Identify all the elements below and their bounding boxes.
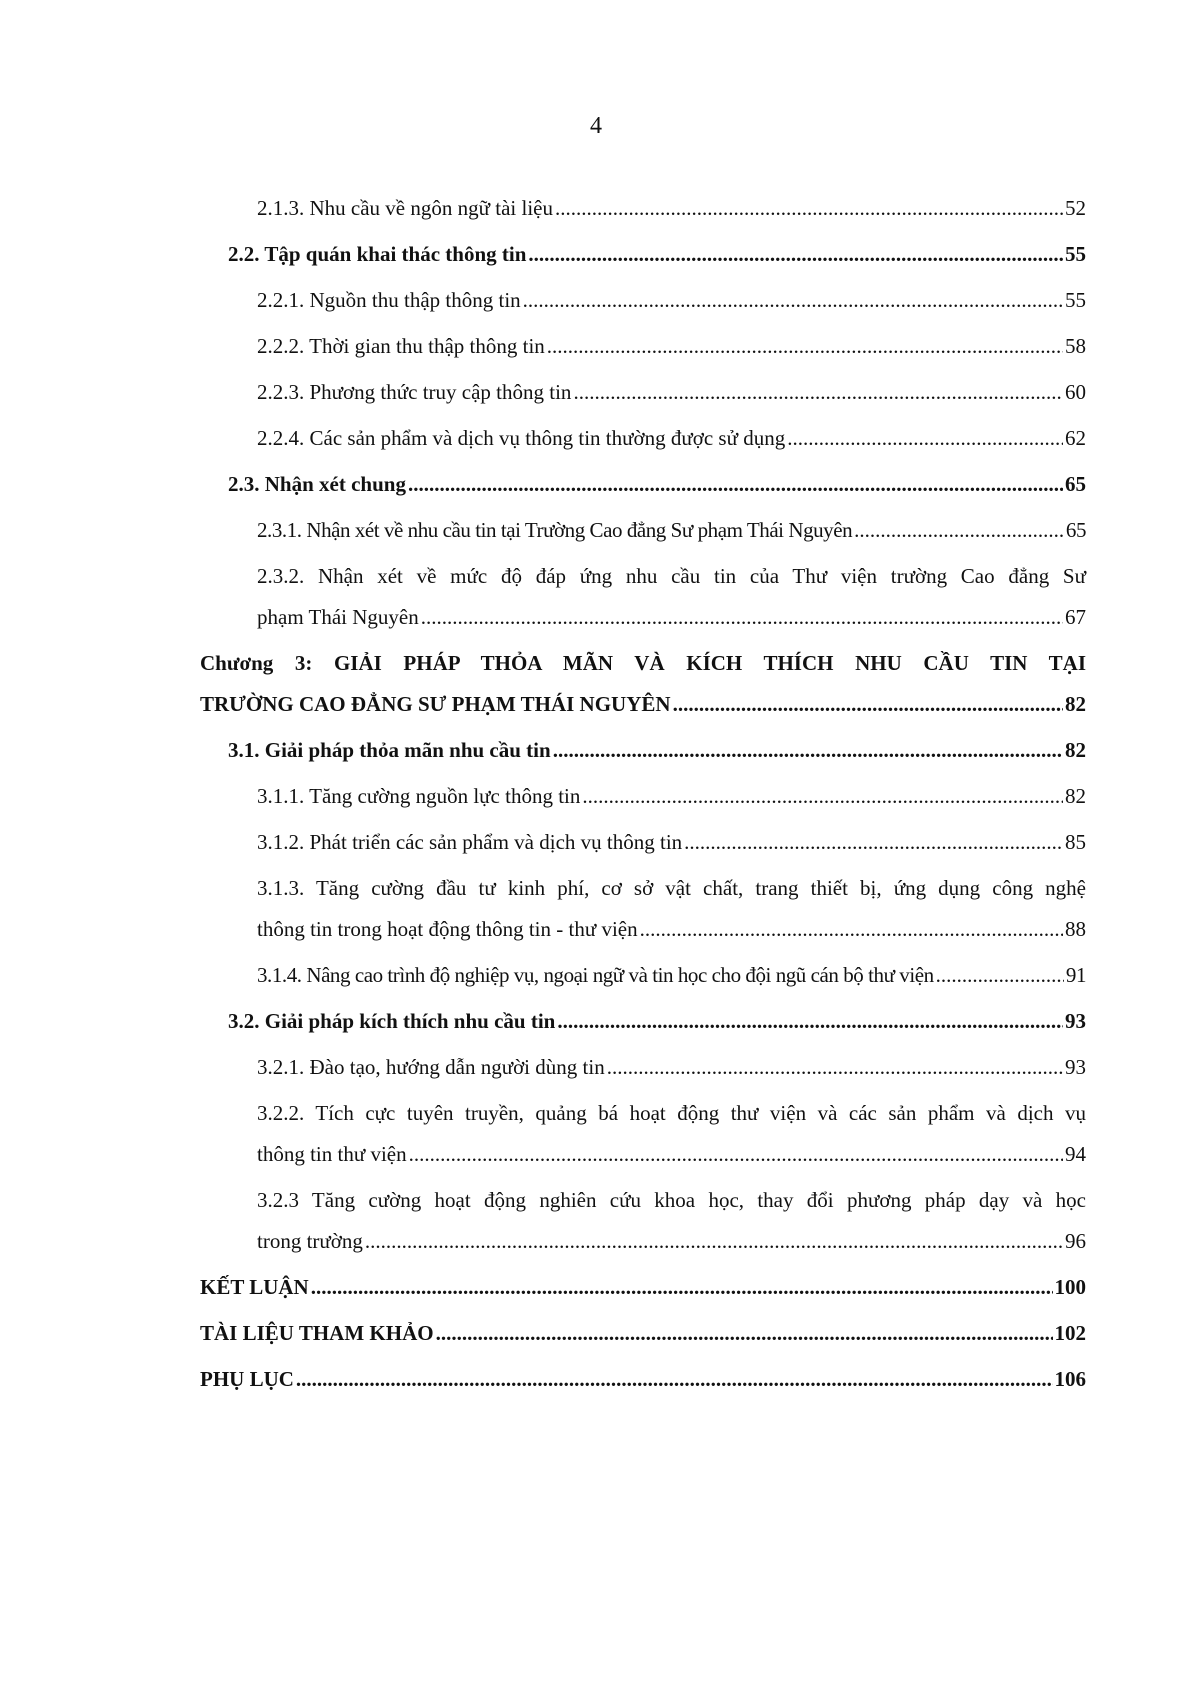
toc-page-number: 52	[1065, 196, 1086, 220]
toc-entry-title: 3.2.3 Tăng cường hoạt động nghiên cứu khoa học, thay đổi phương pháp dạy và học	[257, 1188, 1086, 1212]
toc-page-number: 85	[1065, 830, 1086, 854]
dot-leader	[582, 785, 1063, 808]
dot-leader	[854, 519, 1064, 542]
toc-page-number: 62	[1065, 426, 1086, 450]
toc-entry-3-1[interactable]	[228, 739, 1086, 762]
toc-entry-title: 2.2.4. Các sản phẩm và dịch vụ thông tin thường được sử dụng	[257, 426, 786, 450]
toc-entry-title: 2.2. Tập quán khai thác thông tin	[228, 242, 527, 266]
toc-entry-title: Chương 3: GIẢI PHÁP THỎA MÃN VÀ KÍCH THÍCH NHU CẦU TIN TẠI	[200, 651, 1086, 675]
toc-entry-title: 3.2.2. Tích cực tuyên truyền, quảng bá hoạt động thư viện và các sản phẩm và dịch vụ	[257, 1101, 1086, 1125]
dot-leader	[421, 606, 1063, 629]
toc-entry-title: 2.3.1. Nhận xét về nhu cầu tin tại Trường Cao đẳng Sư phạm Thái Nguyên	[257, 518, 853, 542]
page-number: 4	[590, 113, 602, 139]
dot-leader	[547, 335, 1063, 358]
toc-page-number: 67	[1065, 605, 1086, 629]
dot-leader	[673, 693, 1063, 716]
toc-page-number: 82	[1065, 692, 1086, 716]
toc-entry-title: TÀI LIỆU THAM KHẢO	[200, 1321, 434, 1345]
toc-entry-title: 2.3.2. Nhận xét về mức độ đáp ứng nhu cầu tin của Thư viện trường Cao đẳng Sư	[257, 564, 1086, 588]
toc-page-number: 60	[1065, 380, 1086, 404]
toc-entry-title: 3.1. Giải pháp thỏa mãn nhu cầu tin	[228, 738, 551, 762]
toc-page-number: 102	[1054, 1321, 1086, 1345]
toc-entry-title: 3.2.1. Đào tạo, hướng dẫn người dùng tin	[257, 1055, 605, 1079]
toc-entry-3-1-4[interactable]	[257, 964, 1086, 987]
toc-entry-ket-luan[interactable]	[200, 1276, 1086, 1299]
toc-entry-chapter-3[interactable]	[200, 652, 1086, 716]
toc-entry-2-1-3[interactable]	[257, 197, 1086, 220]
dot-leader	[607, 1056, 1063, 1079]
dot-leader	[557, 1010, 1063, 1033]
toc-entry-title-continued: thông tin trong hoạt động thông tin - thư viện	[257, 917, 638, 941]
table-of-contents	[0, 197, 1192, 1414]
toc-page-number: 100	[1054, 1275, 1086, 1299]
dot-leader	[555, 197, 1063, 220]
toc-entry-title-continued: thông tin thư viện	[257, 1142, 407, 1166]
toc-entry-tai-lieu-tham-khao[interactable]	[200, 1322, 1086, 1345]
dot-leader	[523, 289, 1063, 312]
toc-page-number: 65	[1065, 472, 1086, 496]
dot-leader	[296, 1368, 1053, 1391]
toc-entry-3-2-3[interactable]	[257, 1189, 1086, 1253]
toc-entry-3-1-1[interactable]	[257, 785, 1086, 808]
toc-entry-3-1-3[interactable]	[257, 877, 1086, 941]
toc-page-number: 55	[1065, 242, 1086, 266]
toc-entry-title: 2.2.2. Thời gian thu thập thông tin	[257, 334, 545, 358]
toc-entry-2-3-1[interactable]	[257, 519, 1086, 542]
toc-page-number: 65	[1065, 518, 1086, 542]
toc-entry-title-continued: TRƯỜNG CAO ĐẲNG SƯ PHẠM THÁI NGUYÊN	[200, 692, 671, 716]
toc-entry-2-2-4[interactable]	[257, 427, 1086, 450]
toc-entry-phu-luc[interactable]	[200, 1368, 1086, 1391]
toc-entry-2-2[interactable]	[228, 243, 1086, 266]
toc-entry-2-2-2[interactable]	[257, 335, 1086, 358]
toc-entry-title: 3.1.3. Tăng cường đầu tư kinh phí, cơ sở vật chất, trang thiết bị, ứng dụng công nghệ	[257, 876, 1086, 900]
toc-entry-title: 3.1.2. Phát triển các sản phẩm và dịch vụ thông tin	[257, 830, 683, 854]
toc-entry-title: 2.3. Nhận xét chung	[228, 472, 406, 496]
toc-page-number: 93	[1065, 1009, 1086, 1033]
toc-entry-3-2-1[interactable]	[257, 1056, 1086, 1079]
toc-entry-2-2-1[interactable]	[257, 289, 1086, 312]
toc-entry-title: 2.1.3. Nhu cầu về ngôn ngữ tài liệu	[257, 196, 553, 220]
dot-leader	[787, 427, 1063, 450]
toc-entry-2-3[interactable]	[228, 473, 1086, 496]
dot-leader	[573, 381, 1063, 404]
toc-page-number: 91	[1065, 963, 1086, 987]
toc-page-number: 94	[1065, 1142, 1086, 1166]
toc-entry-title: PHỤ LỤC	[200, 1367, 294, 1391]
toc-page-number: 96	[1065, 1229, 1086, 1253]
toc-page-number: 82	[1065, 738, 1086, 762]
toc-page-number: 82	[1065, 784, 1086, 808]
toc-entry-title-continued: phạm Thái Nguyên	[257, 605, 419, 629]
dot-leader	[311, 1276, 1053, 1299]
dot-leader	[365, 1230, 1063, 1253]
toc-entry-3-1-2[interactable]	[257, 831, 1086, 854]
toc-entry-2-2-3[interactable]	[257, 381, 1086, 404]
toc-page-number: 106	[1054, 1367, 1086, 1391]
toc-entry-title: 2.2.3. Phương thức truy cập thông tin	[257, 380, 572, 404]
toc-entry-2-3-2[interactable]	[257, 565, 1086, 629]
dot-leader	[436, 1322, 1053, 1345]
dot-leader	[640, 918, 1063, 941]
dot-leader	[936, 964, 1064, 987]
toc-entry-title: 2.2.1. Nguồn thu thập thông tin	[257, 288, 521, 312]
toc-entry-title: 3.2. Giải pháp kích thích nhu cầu tin	[228, 1009, 556, 1033]
toc-entry-3-2-2[interactable]	[257, 1102, 1086, 1166]
dot-leader	[528, 243, 1063, 266]
dot-leader	[409, 1143, 1063, 1166]
dot-leader	[684, 831, 1063, 854]
toc-entry-title: 3.1.1. Tăng cường nguồn lực thông tin	[257, 784, 581, 808]
toc-entry-title: 3.1.4. Nâng cao trình độ nghiệp vụ, ngoại ngữ và tin học cho đội ngũ cán bộ thư viện	[257, 963, 934, 987]
toc-entry-3-2[interactable]	[228, 1010, 1086, 1033]
toc-page-number: 55	[1065, 288, 1086, 312]
toc-page-number: 88	[1065, 917, 1086, 941]
dot-leader	[408, 473, 1063, 496]
toc-page-number: 58	[1065, 334, 1086, 358]
toc-entry-title: KẾT LUẬN	[200, 1275, 309, 1299]
toc-page-number: 93	[1065, 1055, 1086, 1079]
dot-leader	[553, 739, 1063, 762]
toc-entry-title-continued: trong trường	[257, 1229, 363, 1253]
